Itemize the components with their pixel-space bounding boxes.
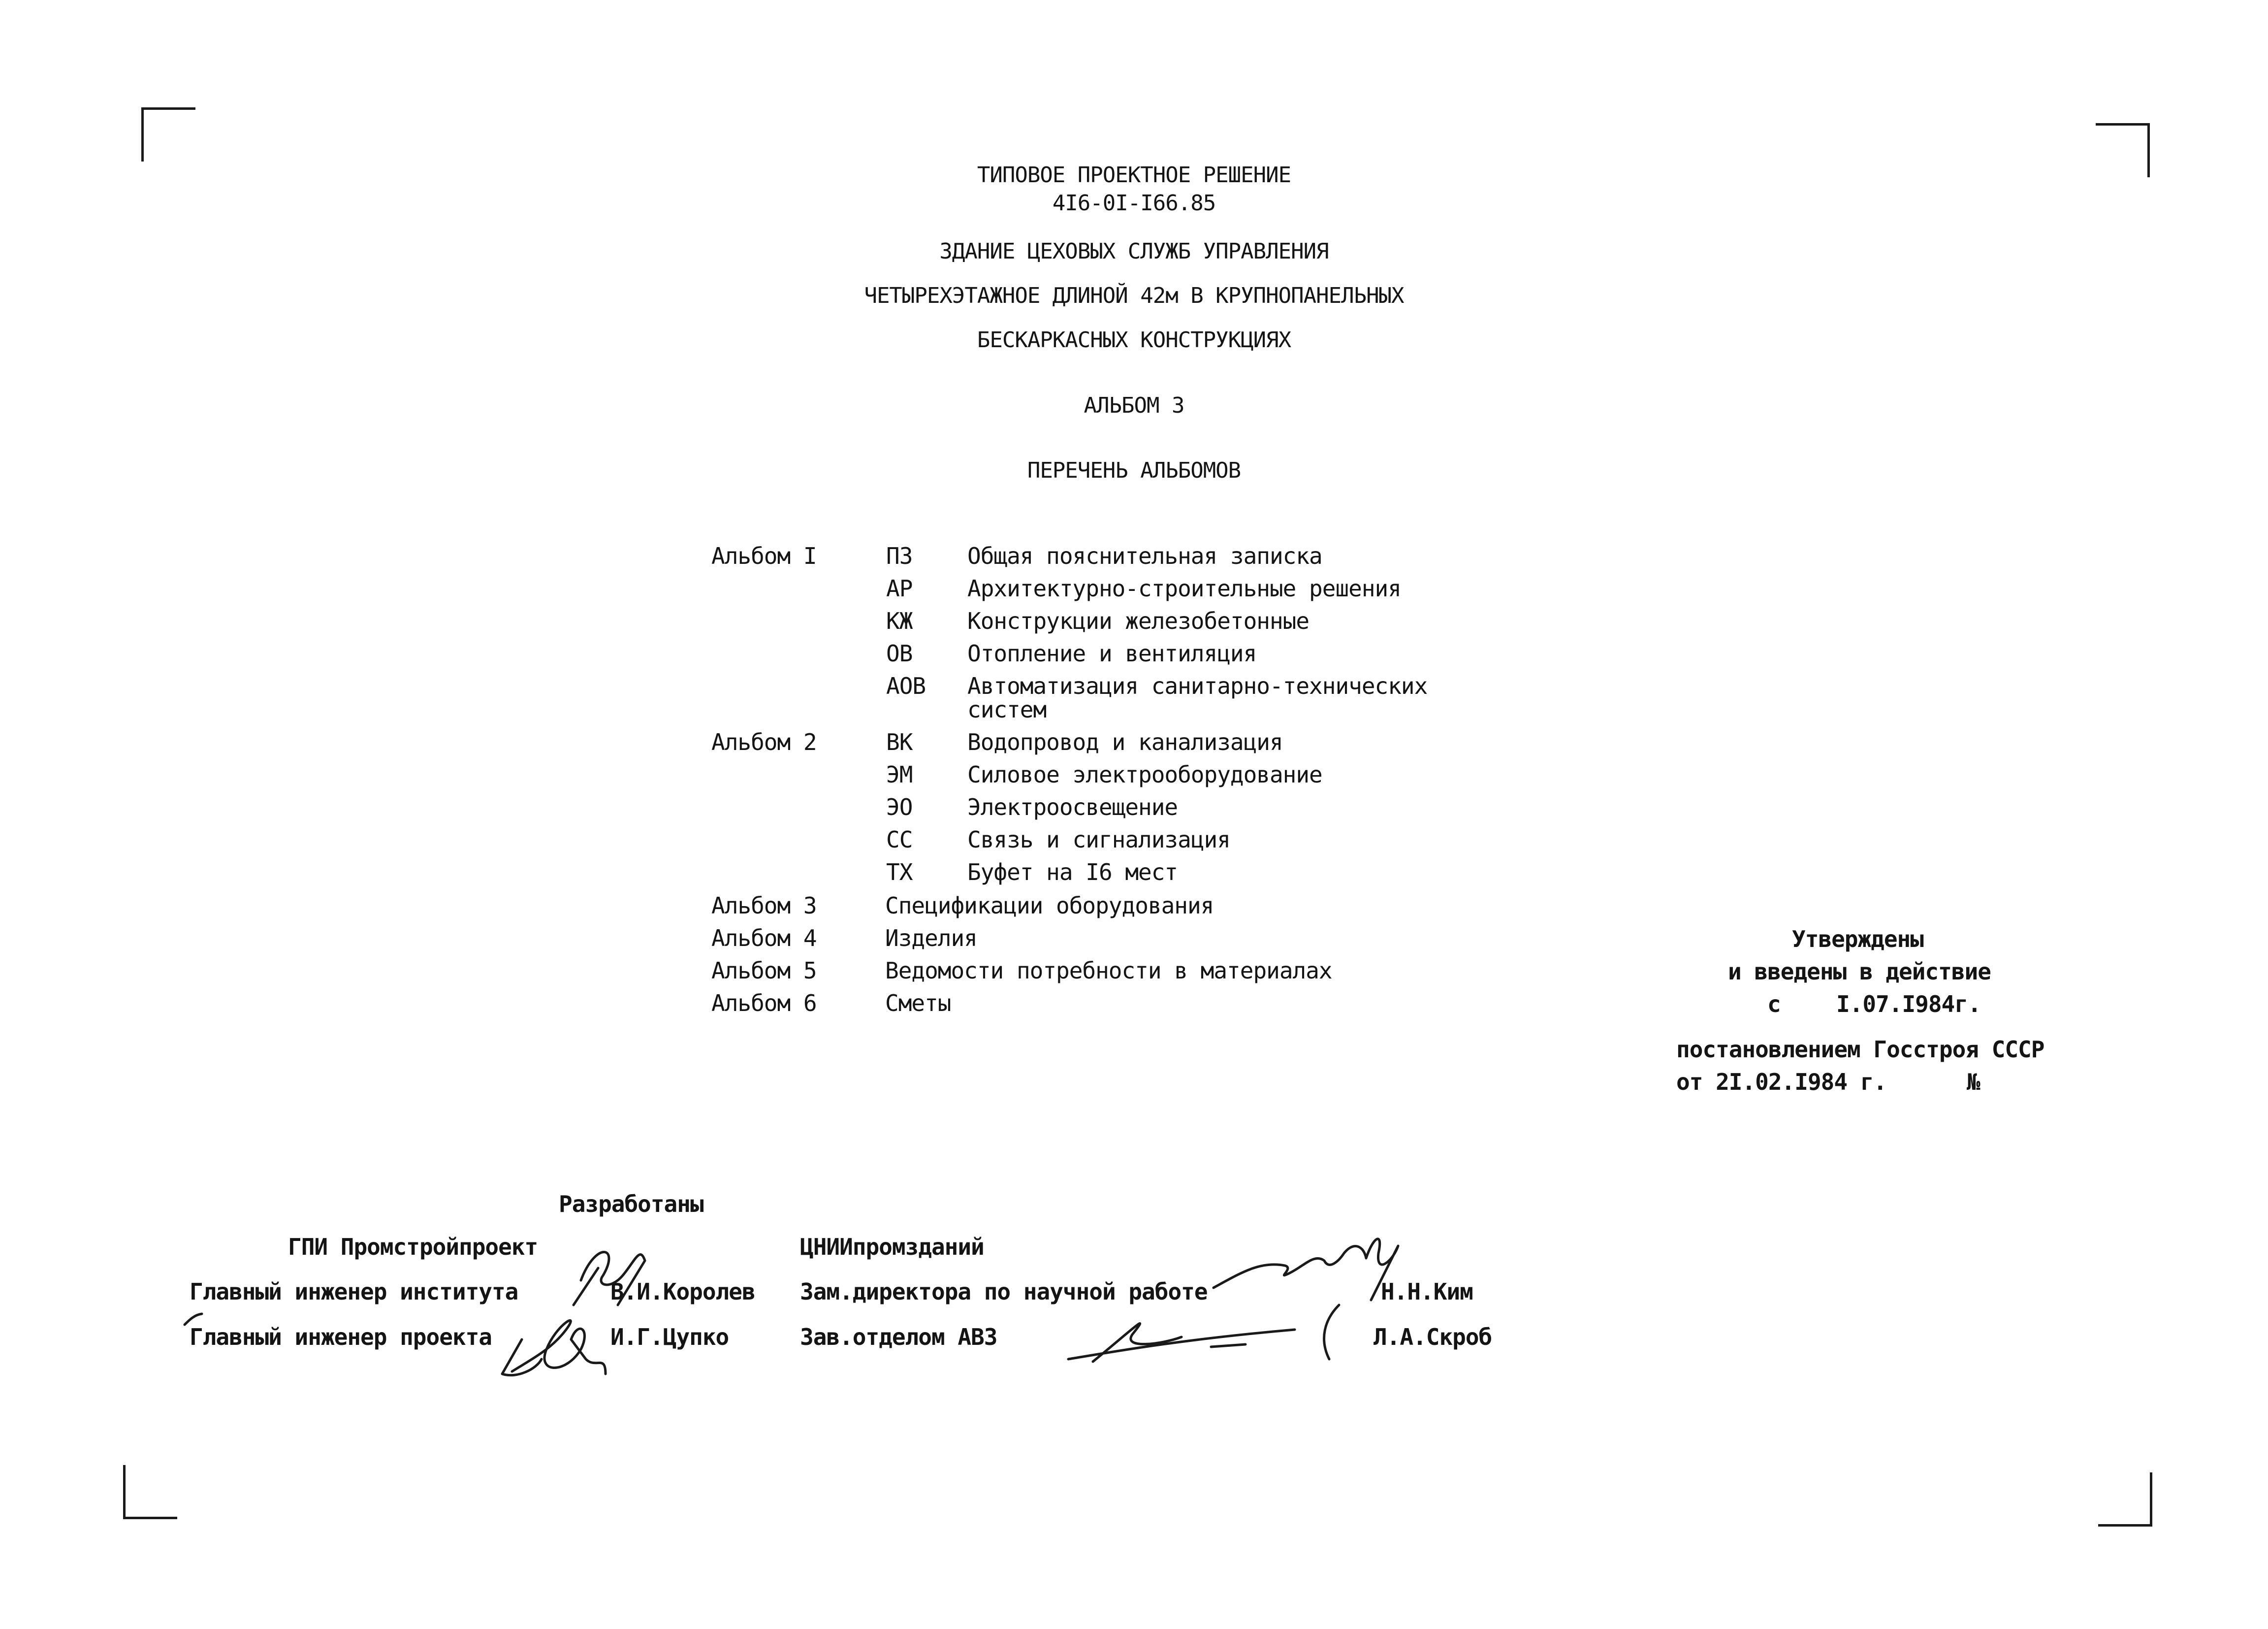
- signatory-name: Н.Н.Ким: [1381, 1278, 1473, 1305]
- approval-number-sign: №: [1967, 1069, 1980, 1095]
- signature-skrob: [1068, 1305, 1339, 1362]
- section-description: Общая пояснительная записка: [967, 543, 1322, 569]
- album-name: Альбом 5: [711, 957, 817, 984]
- section-description: Автоматизация санитарно-технических: [967, 673, 1428, 699]
- section-code: ПЗ: [886, 543, 913, 569]
- section-description: Водопровод и канализация: [967, 729, 1283, 755]
- section-code: АОВ: [886, 673, 926, 699]
- album-description: Ведомости потребности в материалах: [885, 957, 1332, 984]
- album-list-title: ПЕРЕЧЕНЬ АЛЬБОМОВ: [1027, 458, 1241, 483]
- doc-title-line-2: ЧЕТЫРЕХЭТАЖНОЕ ДЛИНОЙ 42м В КРУПНОПАНЕЛЬНЫХ: [864, 283, 1404, 308]
- section-description: Связь и сигнализация: [967, 826, 1230, 853]
- developer-org-right: ЦНИИпромзданий: [800, 1234, 984, 1260]
- signatory-role: Зам.директора по научной работе: [800, 1278, 1208, 1305]
- album-name: Альбом I: [711, 543, 817, 569]
- doc-title-line-3: БЕСКАРКАСНЫХ КОНСТРУКЦИЯХ: [977, 327, 1291, 353]
- approval-decree: постановлением Госстроя СССР: [1676, 1036, 2044, 1063]
- signatory-role: Главный инженер проекта: [190, 1324, 492, 1350]
- signature-korolev: [574, 1252, 645, 1305]
- signature-tsupko: [502, 1320, 606, 1375]
- section-description: Силовое электрооборудование: [967, 761, 1322, 788]
- flourish-mark: [185, 1314, 202, 1325]
- section-code: АР: [886, 575, 913, 602]
- section-description: Буфет на I6 мест: [967, 859, 1178, 885]
- signatory-name: И.Г.Цупко: [610, 1324, 729, 1350]
- developers-title: Разработаны: [559, 1191, 703, 1217]
- album-name: Альбом 2: [711, 729, 817, 755]
- approval-date: I.07.I984г.: [1836, 991, 1981, 1017]
- doc-type-line: ТИПОВОЕ ПРОЕКТНОЕ РЕШЕНИЕ: [977, 163, 1291, 188]
- section-code: ЭМ: [886, 761, 913, 788]
- album-name: Альбом 3: [711, 892, 817, 919]
- section-code: ВК: [886, 729, 913, 755]
- signatory-name: Л.А.Скроб: [1374, 1324, 1492, 1350]
- approval-prefix: с: [1767, 991, 1781, 1017]
- doc-title-line-1: ЗДАНИЕ ЦЕХОВЫХ СЛУЖБ УПРАВЛЕНИЯ: [939, 239, 1329, 264]
- section-description: Отопление и вентиляция: [967, 640, 1257, 667]
- section-code: СС: [886, 826, 913, 853]
- section-description-cont: систем: [967, 696, 1047, 723]
- section-description: Электроосвещение: [967, 794, 1178, 820]
- developer-org-left: ГПИ Промстройпроект: [288, 1234, 538, 1260]
- section-description: Конструкции железобетонные: [967, 608, 1310, 634]
- doc-number: 4I6-0I-I66.85: [1052, 191, 1216, 216]
- album-name: Альбом 6: [711, 990, 817, 1016]
- signatory-name: В.И.Королев: [610, 1278, 755, 1305]
- album-name: Альбом 4: [711, 925, 817, 951]
- album-description: Спецификации оборудования: [885, 892, 1214, 919]
- approval-decree-date: от 2I.02.I984 г.: [1676, 1069, 1887, 1095]
- approval-line-2: и введены в действие: [1728, 958, 1991, 985]
- album-description: Сметы: [885, 990, 951, 1016]
- album-label: АЛЬБОМ 3: [1084, 393, 1184, 418]
- signature-kim: [1214, 1239, 1398, 1300]
- approval-line-1: Утверждены: [1792, 926, 1923, 952]
- album-description: Изделия: [885, 925, 977, 951]
- section-description: Архитектурно-строительные решения: [967, 575, 1401, 602]
- section-code: ОВ: [886, 640, 913, 667]
- section-code: КЖ: [886, 608, 913, 634]
- signatory-role: Главный инженер института: [190, 1278, 518, 1305]
- section-code: ТХ: [886, 859, 913, 885]
- section-code: ЭО: [886, 794, 913, 820]
- signatory-role: Зав.отделом АВЗ: [800, 1324, 997, 1350]
